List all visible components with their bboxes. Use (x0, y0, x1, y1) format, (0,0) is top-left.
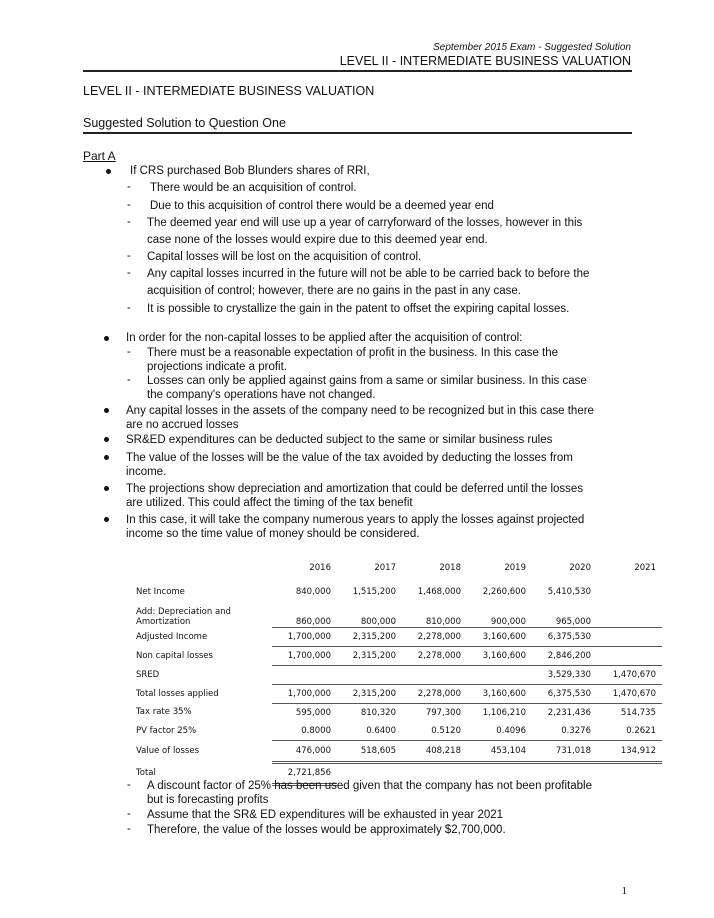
row-label: Net Income (136, 587, 185, 597)
table-cell: 797,300 (425, 707, 461, 718)
bullet-icon (106, 169, 111, 174)
list-item: income so the time value of money should be considered. (126, 528, 420, 540)
row-label: Value of losses (136, 746, 200, 756)
table-cell: 1,700,000 (272, 627, 337, 646)
table-cell: 2,315,200 (337, 627, 402, 646)
table-cell: 810,000 (402, 597, 467, 627)
dash-icon: - (127, 779, 131, 791)
table-cell: 2,278,000 (402, 684, 467, 703)
header-rule (83, 70, 632, 72)
subtitle-rule (83, 132, 632, 134)
table-row (136, 740, 662, 762)
table-cell: 810,320 (360, 707, 396, 718)
list-item: A discount factor of 25% has been used given that the company has not been profitable (147, 780, 592, 792)
table-cell: 6,375,530 (532, 627, 597, 646)
list-item: Any capital losses incurred in the future will not be able to be carried back to before the (147, 268, 590, 280)
list-item: but is forecasting profits (147, 794, 269, 806)
table-cell: 595,000 (295, 707, 331, 718)
table-cell (597, 575, 662, 597)
year-header: 2021 (634, 563, 656, 573)
dash-icon: - (127, 250, 131, 262)
row-label: Non capital losses (136, 650, 213, 661)
dash-icon: - (127, 267, 131, 279)
table-cell (402, 665, 467, 684)
list-item: It is possible to crystallize the gain in the patent to offset the expiring capital losses. (147, 303, 570, 315)
table-cell: 1,470,670 (597, 684, 662, 703)
dash-icon: - (127, 199, 131, 211)
list-item: The deemed year end will use up a year of carryforward of the losses, however in this (147, 217, 583, 229)
bullet-icon (104, 408, 109, 413)
row-label: Total (136, 768, 156, 778)
table-cell: 900,000 (467, 597, 532, 627)
table-cell (597, 646, 662, 665)
list-item: the company's operations have not changed. (147, 389, 376, 401)
table-cell: 2,846,200 (532, 646, 597, 665)
dash-icon: - (127, 302, 131, 314)
table-row (136, 703, 662, 722)
table-cell: 0.5120 (402, 722, 467, 741)
level-header: LEVEL II - INTERMEDIATE BUSINESS VALUATION (339, 54, 631, 68)
list-item: In this case, it will take the company numerous years to apply the losses against projected (126, 514, 585, 526)
row-label: Total losses applied (136, 688, 219, 699)
table-cell: 2,315,200 (337, 684, 402, 703)
row-label-line1: Add: Depreciation and (136, 607, 231, 617)
list-item: There would be an acquisition of control. (150, 182, 357, 194)
year-header: 2017 (374, 563, 396, 573)
table-cell: 3,160,600 (467, 627, 532, 646)
table-cell: 0.2621 (597, 722, 662, 741)
row-label: Tax rate 35% (136, 707, 192, 718)
dash-icon: - (127, 808, 131, 820)
table-cell: 1,468,000 (417, 587, 461, 597)
list-item: Capital losses will be lost on the acquisition of control. (147, 251, 422, 263)
table-cell: 453,104 (467, 740, 532, 762)
list-item: The value of the losses will be the value of the tax avoided by deducting the losses from (126, 452, 573, 464)
table-cell: 2,721,856 (272, 762, 337, 784)
table-row (136, 627, 662, 646)
page-number: 1 (621, 885, 627, 897)
bullet-icon (104, 517, 109, 522)
list-item: In order for the non-capital losses to be applied after the acquisition of control: (126, 332, 523, 344)
list-item: SR&ED expenditures can be deducted subject to the same or similar business rules (126, 434, 553, 446)
year-header: 2019 (504, 563, 526, 573)
table-cell: 2,260,600 (482, 587, 526, 597)
table-row (136, 665, 662, 684)
list-item: case none of the losses would expire due to this deemed year end. (147, 234, 488, 246)
bullet-icon (104, 455, 109, 460)
table-cell (597, 762, 662, 784)
dash-icon: - (127, 374, 131, 386)
table-cell: 965,000 (532, 597, 597, 627)
bullet-icon (104, 437, 109, 442)
dash-icon: - (127, 823, 131, 835)
table-corner (136, 561, 272, 575)
loss-value-table (136, 561, 662, 786)
table-cell: 518,605 (337, 740, 402, 762)
row-label-line2: Amortization (136, 617, 191, 627)
dash-icon: - (127, 346, 131, 358)
table-cell: 2,231,436 (547, 707, 591, 718)
table-cell: 514,735 (620, 707, 656, 718)
row-label: SRED (136, 669, 160, 680)
year-header: 2016 (309, 563, 331, 573)
table-cell: 2,278,000 (402, 646, 467, 665)
table-cell: 1,106,210 (482, 707, 526, 718)
table-cell: 2,278,000 (402, 627, 467, 646)
list-item: There must be a reasonable expectation of profit in the business. In this case the (147, 347, 559, 359)
table-row (136, 684, 662, 703)
list-item: are utilized. This could affect the timing of the tax benefit (126, 497, 413, 509)
table-cell (272, 665, 337, 684)
list-item: Due to this acquisition of control there would be a deemed year end (150, 200, 494, 212)
table-cell: 3,529,330 (532, 665, 597, 684)
table-cell: 476,000 (272, 740, 337, 762)
table-cell: 0.6400 (337, 722, 402, 741)
part-heading: Part A (83, 149, 116, 163)
table-cell: 2,315,200 (337, 646, 402, 665)
table-cell (467, 665, 532, 684)
list-item: The projections show depreciation and amortization that could be deferred until the losses (126, 483, 584, 495)
table-cell: 408,218 (402, 740, 467, 762)
table-row (136, 575, 662, 597)
table-cell: 1,470,670 (597, 665, 662, 684)
list-item: income. (126, 466, 167, 478)
table-cell: 5,410,530 (547, 587, 591, 597)
table-cell: 0.8000 (272, 722, 337, 741)
page-title: LEVEL II - INTERMEDIATE BUSINESS VALUATION (83, 84, 375, 98)
list-item: are no accrued losses (126, 419, 239, 431)
table-cell: 731,018 (532, 740, 597, 762)
table-cell: 0.4096 (467, 722, 532, 741)
bullet-icon (104, 486, 109, 491)
table-cell (597, 627, 662, 646)
table-cell: 6,375,530 (532, 684, 597, 703)
table-cell (597, 597, 662, 627)
table-cell: 1,700,000 (272, 646, 337, 665)
list-item: acquisition of control; however, there are no gains in the past in any case. (147, 285, 521, 297)
table-row (136, 722, 662, 741)
table-cell: 800,000 (337, 597, 402, 627)
table-cell: 1,515,200 (352, 587, 396, 597)
year-header: 2018 (439, 563, 461, 573)
list-item: If CRS purchased Bob Blunders shares of RRI, (130, 165, 370, 177)
dash-icon: - (127, 216, 131, 228)
row-label (136, 597, 272, 627)
table-cell: 860,000 (272, 597, 337, 627)
list-item: Therefore, the value of the losses would be approximately $2,700,000. (147, 824, 506, 836)
table-cell: 840,000 (295, 587, 331, 597)
table-cell: 134,912 (597, 740, 662, 762)
table-cell: 1,700,000 (272, 684, 337, 703)
exam-header: September 2015 Exam - Suggested Solution (433, 42, 631, 53)
row-label: PV factor 25% (136, 725, 197, 736)
bullet-icon (104, 336, 109, 341)
table-row (136, 646, 662, 665)
table-header-row (136, 561, 662, 575)
table-row (136, 597, 662, 627)
year-header: 2020 (569, 563, 591, 573)
list-item: Losses can only be applied against gains from a same or similar business. In this case (147, 375, 587, 387)
list-item: Assume that the SR& ED expenditures will be exhausted in year 2021 (147, 809, 504, 821)
dash-icon: - (127, 181, 131, 193)
list-item: projections indicate a profit. (147, 361, 287, 373)
table-cell: 3,160,600 (467, 646, 532, 665)
list-item: Any capital losses in the assets of the company need to be recognized but in this case there (126, 405, 594, 417)
table-cell (337, 665, 402, 684)
table-cell: 3,160,600 (467, 684, 532, 703)
table-cell: 0.3276 (532, 722, 597, 741)
page-subtitle: Suggested Solution to Question One (83, 116, 286, 130)
row-label: Adjusted Income (136, 631, 208, 642)
